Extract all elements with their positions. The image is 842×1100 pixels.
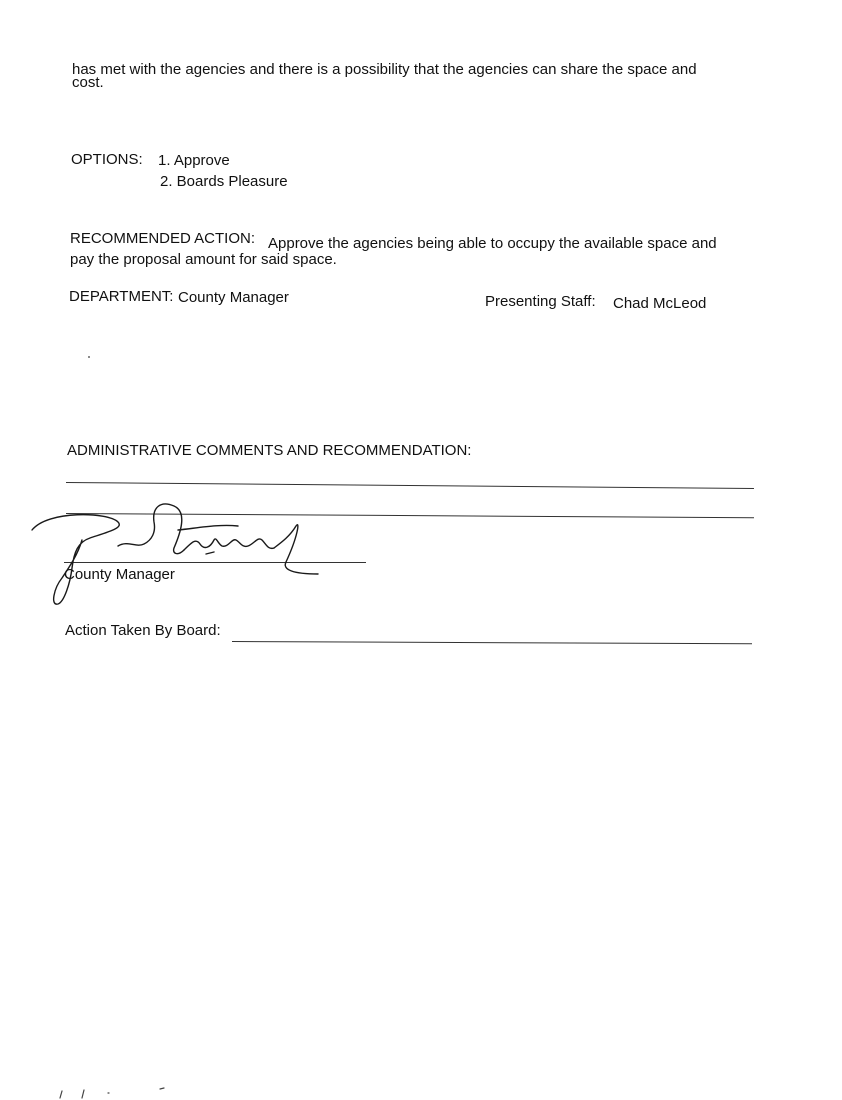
admin-comments-heading: ADMINISTRATIVE COMMENTS AND RECOMMENDATION: xyxy=(67,442,472,459)
department-value: County Manager xyxy=(178,289,289,306)
scan-marks xyxy=(56,1086,176,1100)
recommended-action-text-2: pay the proposal amount for said space. xyxy=(70,251,337,268)
signature-caption: County Manager xyxy=(64,566,175,583)
options-label: OPTIONS: xyxy=(71,151,143,168)
action-taken-line xyxy=(232,641,752,644)
department-label: DEPARTMENT: xyxy=(69,288,174,305)
admin-comments-line-1 xyxy=(66,482,754,489)
handwritten-signature xyxy=(28,492,358,612)
recommended-action-text-1: Approve the agencies being able to occupy the available space and xyxy=(268,235,717,252)
action-taken-label: Action Taken By Board: xyxy=(65,622,221,639)
recommended-action-label: RECOMMENDED ACTION: xyxy=(70,230,256,247)
presenting-staff-label: Presenting Staff: xyxy=(485,293,596,310)
intro-line-2: cost. xyxy=(72,74,104,91)
presenting-staff-value: Chad McLeod xyxy=(613,295,707,312)
option-item-1: 1. Approve xyxy=(158,152,230,169)
scan-speck xyxy=(88,356,90,358)
intro-line-1: has met with the agencies and there is a possibility that the agencies can share the space and xyxy=(72,61,697,78)
option-item-2: 2. Boards Pleasure xyxy=(160,173,288,190)
